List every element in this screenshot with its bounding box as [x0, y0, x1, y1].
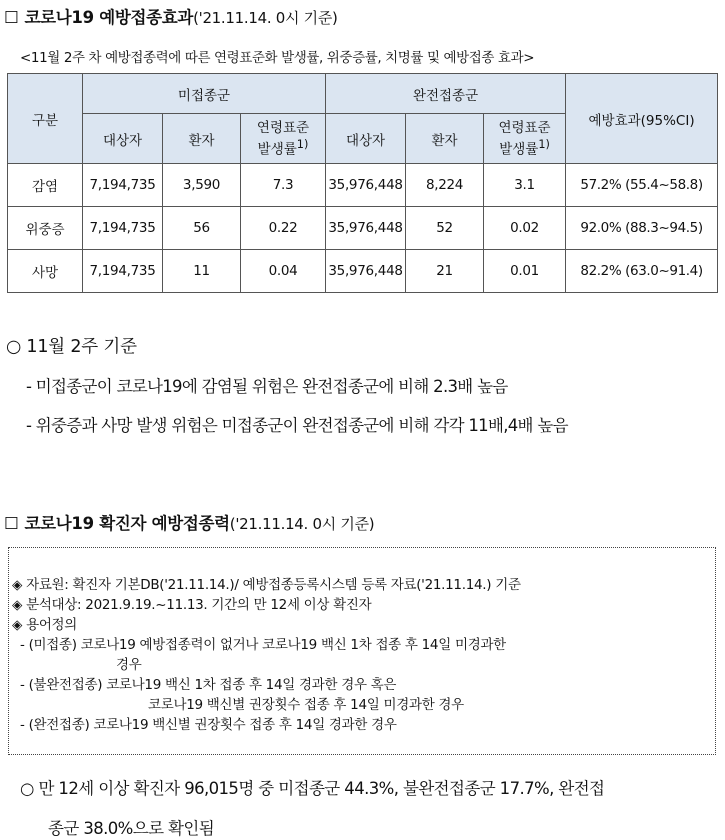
cell-full-population: 35,976,448 [326, 250, 406, 293]
section-heading-vaccination-history [4, 510, 374, 534]
note-terms: ◈ 용어정의 [12, 617, 78, 633]
row-label: 사망 [8, 250, 83, 293]
cell-full-cases: 8,224 [406, 164, 484, 207]
note-target: ◈ 분석대상: 2021.9.19.~11.13. 기간의 만 12세 이상 확진자 [12, 597, 372, 613]
summary2-line2: 종군 38.0%으로 확인됨 [48, 819, 215, 838]
header-unvax-cases: 환자 [163, 114, 241, 164]
rate-label-line1: 연령표준 [256, 119, 310, 136]
header-full-rate [484, 114, 566, 164]
heading-note: ('21.11.14. 0시 기준) [229, 515, 375, 533]
cell-unvax-population: 7,194,735 [83, 250, 163, 293]
cell-effect: 92.0% (88.3~94.5) [566, 207, 718, 250]
cell-unvax-cases: 11 [163, 250, 241, 293]
summary2-line1: ○ 만 12세 이상 확진자 96,015명 중 미접종군 44.3%, 불완전접종군 17.7%, 완전접 [20, 779, 605, 798]
note-unvaccinated-def: - (미접종) 코로나19 예방접종력이 없거나 코로나19 백신 1차 접종 후 14일 미경과한 [20, 637, 506, 653]
summary-bullet: ○ 11월 2주 기준 [6, 337, 137, 357]
cell-unvax-rate: 0.22 [241, 207, 326, 250]
note-source: ◈ 자료원: 확진자 기본DB('21.11.14.)/ 예방접종등록시스템 등록 자료('21.11.14.) 기준 [12, 577, 521, 593]
table-caption: <11월 2주 차 예방접종력에 따른 연령표준화 발생률, 위중증률, 치명률 및 예방접종 효과> [20, 50, 535, 66]
header-unvax-population: 대상자 [83, 114, 163, 164]
cell-full-population: 35,976,448 [326, 164, 406, 207]
note-partial-def-cont: 코로나19 백신별 권장횟수 접종 후 14일 미경과한 경우 [148, 697, 464, 713]
footnote-marker: 1) [296, 137, 309, 151]
header-effect: 예방효과(95%CI) [566, 74, 718, 164]
footnote-marker: 1) [538, 137, 550, 151]
heading-title: 코로나19 예방접종효과 [24, 8, 194, 27]
note-partial-def: - (불완전접종) 코로나19 백신 1차 접종 후 14일 경과한 경우 혹은 [20, 677, 397, 693]
cell-unvax-cases: 3,590 [163, 164, 241, 207]
header-unvaccinated-group: 미접종군 [83, 74, 326, 114]
summary-dash-infection: - 미접종군이 코로나19에 감염될 위험은 완전접종군에 비해 2.3배 높음 [26, 377, 508, 396]
note-full-def: - (완전접종) 코로나19 백신별 권장횟수 접종 후 14일 경과한 경우 [20, 717, 397, 733]
rate-label-line1: 연령표준 [498, 119, 551, 136]
heading-title: 코로나19 확진자 예방접종력 [24, 514, 230, 533]
cell-full-cases: 52 [406, 207, 484, 250]
cell-unvax-population: 7,194,735 [83, 164, 163, 207]
table-row [8, 164, 718, 207]
note-unvaccinated-def-cont: 경우 [116, 657, 142, 673]
cell-full-rate: 3.1 [484, 164, 566, 207]
cell-unvax-rate: 0.04 [241, 250, 326, 293]
row-label: 감염 [8, 164, 83, 207]
summary-dash-severe-death: - 위중증과 사망 발생 위험은 미접종군이 완전접종군에 비해 각각 11배,4배 높음 [26, 416, 568, 435]
row-label: 위중증 [8, 207, 83, 250]
cell-effect: 57.2% (55.4~58.8) [566, 164, 718, 207]
checkbox-square-icon: ☐ [4, 514, 19, 533]
header-fully-vaccinated-group: 완전접종군 [326, 74, 566, 114]
header-category: 구분 [8, 74, 83, 164]
cell-full-cases: 21 [406, 250, 484, 293]
cell-full-rate: 0.02 [484, 207, 566, 250]
table-row [8, 207, 718, 250]
heading-note: ('21.11.14. 0시 기준) [193, 9, 338, 27]
checkbox-square-icon: ☐ [4, 8, 19, 27]
cell-effect: 82.2% (63.0~91.4) [566, 250, 718, 293]
header-unvax-rate [241, 114, 326, 164]
header-full-population: 대상자 [326, 114, 406, 164]
table-row [8, 250, 718, 293]
vaccine-effect-table [7, 73, 718, 293]
rate-label-line2: 발생률 [257, 141, 297, 158]
cell-unvax-population: 7,194,735 [83, 207, 163, 250]
cell-unvax-cases: 56 [163, 207, 241, 250]
rate-label-line2: 발생률 [499, 141, 539, 158]
cell-unvax-rate: 7.3 [241, 164, 326, 207]
header-full-cases: 환자 [406, 114, 484, 164]
section-heading-vaccine-effect [4, 4, 338, 28]
cell-full-population: 35,976,448 [326, 207, 406, 250]
cell-full-rate: 0.01 [484, 250, 566, 293]
